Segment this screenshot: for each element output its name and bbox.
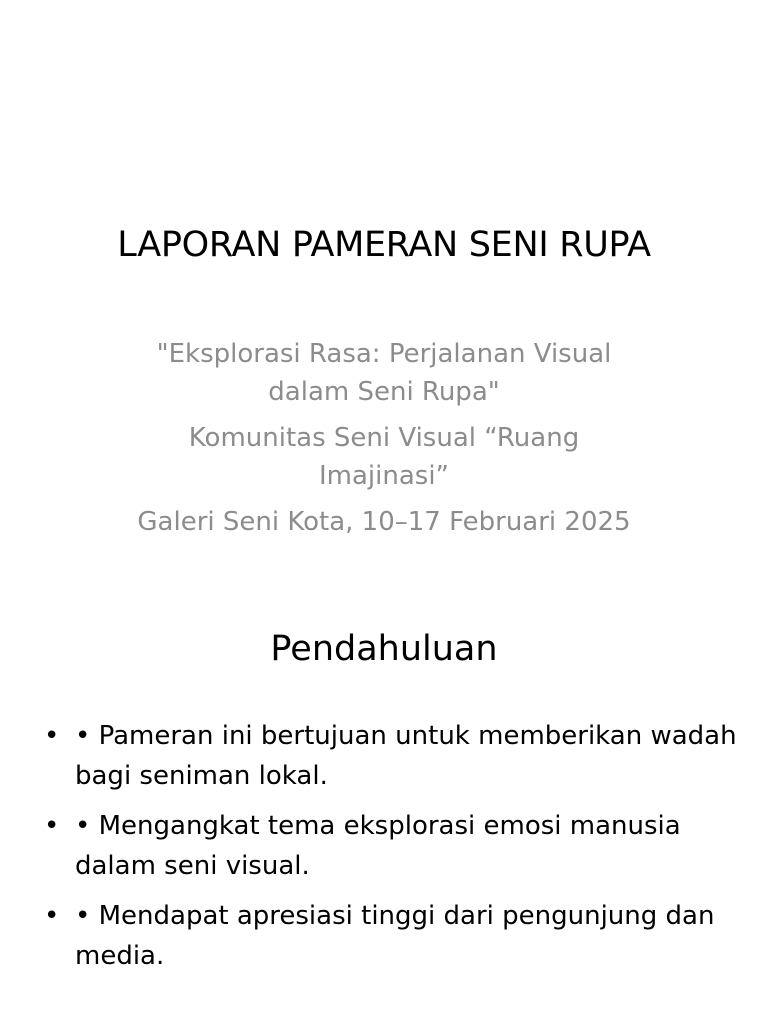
slide-title: LAPORAN PAMERAN SENI RUPA xyxy=(117,225,651,265)
subtitle-venue-date: Galeri Seni Kota, 10–17 Februari 2025 xyxy=(137,507,631,537)
bullet-list xyxy=(44,716,744,986)
subtitle-theme-line-1: "Eksplorasi Rasa: Perjalanan Visual xyxy=(156,339,612,369)
bullet-marker: • xyxy=(44,721,60,751)
list-item xyxy=(44,806,744,886)
bullet-marker: • xyxy=(44,901,60,931)
bullet-text: • Mengangkat tema eksplorasi emosi manusia dalam seni visual. xyxy=(75,811,681,881)
subtitle-organizer-line-2: Imajinasi” xyxy=(318,461,450,491)
bullet-text: • Mendapat apresiasi tinggi dari pengunjung dan media. xyxy=(75,901,715,971)
section-heading: Pendahuluan xyxy=(270,629,498,669)
bullet-text: • Pameran ini bertujuan untuk memberikan wadah bagi seniman lokal. xyxy=(75,721,737,791)
subtitle-organizer-line-1: Komunitas Seni Visual “Ruang xyxy=(188,423,580,453)
subtitle-block xyxy=(110,334,658,542)
list-item xyxy=(44,896,744,976)
list-item xyxy=(44,716,744,796)
subtitle-theme-line-2: dalam Seni Rupa" xyxy=(268,377,500,407)
bullet-marker: • xyxy=(44,811,60,841)
